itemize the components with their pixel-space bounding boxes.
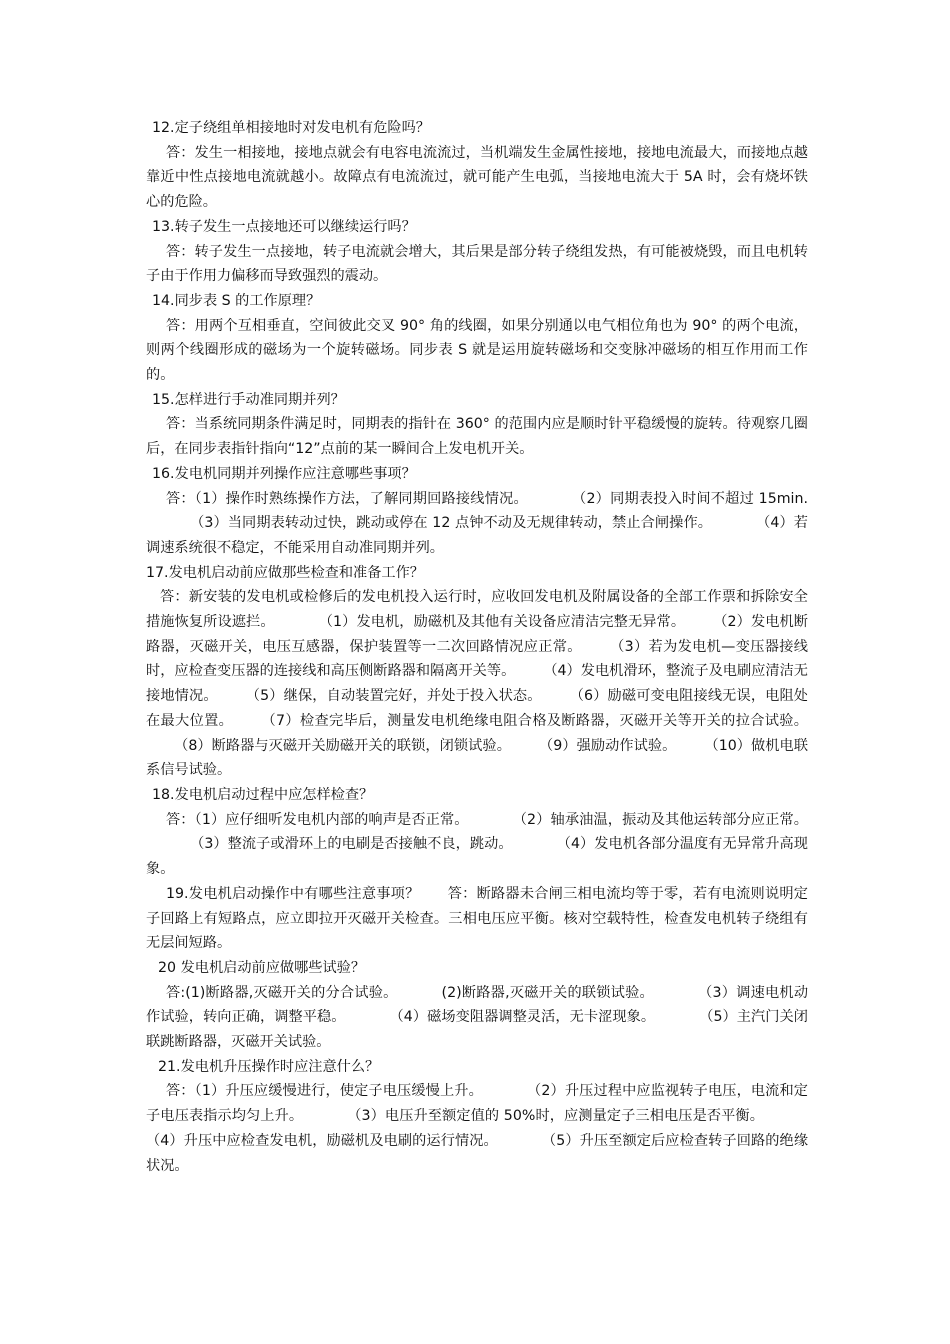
question-21: 21.发电机升压操作时应注意什么？: [158, 1058, 380, 1075]
answer-17-part-6: （5）继保，自动装置完好，并处于投入状态。: [245, 688, 542, 705]
answer-16-part-1: 答：（1）操作时熟练操作方法，了解同期回路接线情况。: [166, 490, 528, 507]
question-17: 17.发电机启动前应做那些检查和准备工作？: [146, 564, 424, 581]
answer-21-part-4: （4）升压中应检查发电机，励磁机及电刷的运行情况。: [146, 1132, 498, 1149]
answer-20: [146, 981, 808, 1055]
answer-17-part-2: （1）发电机，励磁机及其他有关设备应清洁完整无异常。: [318, 614, 686, 631]
answer-15: [146, 412, 808, 461]
answer-18: [146, 808, 808, 882]
answer-17-part-3: （2）发电机断路器，灭磁开关，电压互感器，保护装置等一二次回路情况应正常。: [146, 614, 808, 655]
answer-12-text: 答：发生一相接地，接地点就会有电容电流流过，当机端发生金属性接地，接地电流最大，而接地点越靠近中性点接地电流就越小。故障点有电流流过，就可能产生电弧，当接地电流大于 5A 时，会有烧坏铁心的危险。: [146, 144, 808, 211]
answer-21-part-2: （2）升压过程中应监视转子电压，电流和定子电压表指示均匀上升。: [146, 1083, 808, 1125]
question-18: 18.发电机启动过程中应怎样检查？: [152, 786, 374, 803]
answer-17-part-4: （3）若为发电机—变压器接线时，应检查变压器的连接线和高压侧断路器和隔离开关等。: [146, 638, 808, 680]
question-20: 20 发电机启动前应做哪些试验？: [158, 959, 366, 976]
question-12: 12.定子绕组单相接地时对发电机有危险吗？: [152, 120, 430, 136]
answer-20-part-3: （3）调速电机动作试验，转向正确，调整平稳。: [146, 984, 809, 1026]
answer-14: [146, 314, 808, 388]
answer-17-part-9: （8）断路器与灭磁开关励磁开关的联锁，闭锁试验。: [174, 737, 511, 754]
answer-17-part-7: （6）励磁可变电阻接线无误，电阻处在最大位置。: [146, 688, 808, 729]
question-14: 14.同步表 S 的工作原理？: [152, 292, 321, 309]
answer-12: [146, 141, 808, 215]
answer-16-part-2: （2）同期表投入时间不超过 15min.: [571, 490, 808, 507]
answer-13-text: 答：转子发生一点接地，转子电流就会增大，其后果是部分转子绕组发热，有可能被烧毁，而且电机转子由于作用力偏移而导致强烈的震动。: [146, 243, 808, 285]
answer-19-text: 答：断路器未合闸三相电流均等于零，若有电流则说明定子回路上有短路点，应立即拉开灭磁开关检查。三相电压应平衡。核对空载特性，检查发电机转子绕组有无层间短路。: [146, 885, 808, 952]
answer-18-part-3: （3）整流子或滑环上的电刷是否接触不良，跳动。: [190, 836, 513, 853]
answer-17-part-8: （7）检查完毕后，测量发电机绝缘电阻合格及断路器，灭磁开关等开关的拉合试验。: [261, 712, 808, 729]
answer-20-part-2: (2)断路器,灭磁开关的联锁试验。: [441, 984, 654, 1001]
question-13: 13.转子发生一点接地还可以继续运行吗？: [152, 218, 416, 235]
answer-18-part-2: （2）轴承油温，振动及其他运转部分应正常。: [512, 811, 808, 828]
question-15: 15.怎样进行手动准同期并列？: [152, 391, 345, 408]
answer-17-part-5: （4）发电机滑环，整流子及电刷应清洁无接地情况。: [146, 663, 808, 705]
question-19: 19.发电机启动操作中有哪些注意事项？: [166, 885, 420, 902]
answer-21: [146, 1079, 808, 1178]
answer-21-part-3: （3）电压升至额定值的 50%时，应测量定子三相电压是否平衡。: [347, 1108, 764, 1125]
answer-17: [146, 585, 808, 783]
question-16: 16.发电机同期并列操作应注意哪些事项？: [152, 465, 416, 482]
document-page: [146, 116, 808, 1178]
answer-20-part-5: （5）主汽门关闭联跳断路器，灭磁开关试验。: [146, 1009, 808, 1051]
answer-14-text: 答：用两个互相垂直，空间彼此交叉 90° 角的线圈，如果分别通以电气相位角也为 90° 的两个电流，则两个线圈形成的磁场为一个旋转磁场。同步表 S 就是运用旋转磁场和交变脉冲磁场的相互作用而工作的。: [146, 317, 808, 384]
answer-17-part-10: （9）强励动作试验。: [538, 737, 677, 754]
answer-21-part-1: 答：（1）升压应缓慢进行，使定子电压缓慢上升。: [166, 1083, 483, 1100]
answer-17-part-11: （10）做机电联系信号试验。: [146, 737, 809, 779]
answer-16-part-4: （4）若调速系统很不稳定，不能采用自动准同期并列。: [146, 515, 808, 556]
answer-13: [146, 240, 808, 289]
answer-17-part-1: 答：新安装的发电机或检修后的发电机投入运行时，应收回发电机及附属设备的全部工作票和拆除安全措施恢复所设遮拦。: [146, 589, 808, 631]
answer-20-part-1: 答:(1)断路器,灭磁开关的分合试验。: [166, 984, 398, 1001]
answer-19: [146, 882, 808, 956]
answer-16: [146, 487, 808, 561]
answer-18-part-4: （4）发电机各部分温度有无异常升高现象。: [146, 836, 808, 878]
answer-15-text: 答：当系统同期条件满足时，同期表的指针在 360° 的范围内应是顺时针平稳缓慢的旋转。待观察几圈后，在同步表指针指向“12”点前的某一瞬间合上发电机开关。: [146, 416, 808, 458]
answer-18-part-1: 答：（1）应仔细听发电机内部的响声是否正常。: [166, 811, 469, 828]
answer-21-part-5: （5）升压至额定后应检查转子回路的绝缘状况。: [146, 1132, 809, 1174]
answer-16-part-3: （3）当同期表转动过快，跳动或停在 12 点钟不动及无规律转动，禁止合闸操作。: [190, 515, 713, 532]
answer-20-part-4: （4）磁场变阻器调整灵活，无卡涩现象。: [389, 1009, 656, 1026]
